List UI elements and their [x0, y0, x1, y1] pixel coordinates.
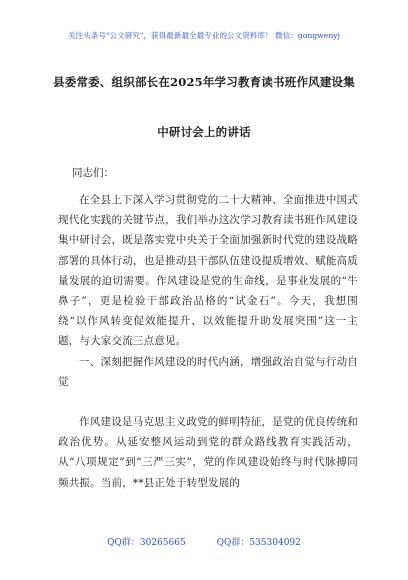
footer-qq-group-2: QQ群：535304092: [216, 538, 301, 548]
footer: [0, 535, 408, 548]
salutation: 同志们：: [72, 167, 114, 179]
document-title-line-1: 县委常委、组织部长在2025年学习教育读书班作风建设集: [53, 75, 355, 89]
footer-qq-group-1: QQ群：30265665: [107, 538, 186, 548]
paragraph-intro: 在全县上下深入学习贯彻党的二十大精神、全面推进中国式现代化实践的关键节点，我们举办这次学习教育读书班作风建设集中研讨会，既是落实党中央关于全面加强新时代党的建设战略部署的具体行动，也是推动县干部队伍建设提质增效、赋能高质量发展的迫切需要。作风建设是党的生命线，是事业发展的“牛鼻子”，更是检验干部政治品格的“试金石”。今天，我想围绕“以作风转变促效能提升、以效能提升助发展突围”这一主题，与大家交流三点意见。: [58, 194, 358, 348]
section-heading-1: 一、深刻把握作风建设的时代内涵，增强政治自觉与行动自觉: [58, 356, 358, 389]
paragraph-section-1: 作风建设是马克思主义政党的鲜明特征，是党的优良传统和政治优势。从延安整风运动到党的群众路线教育实践活动，从“八项规定”到“三严三实”，党的作风建设始终与时代脉搏同频共振。当前，**县正处于转型发展的: [58, 416, 358, 489]
header-note: 关注头条号"公文研究"，获得最新最全最专业的公文资料库！ 微信：gongwenyj: [67, 31, 341, 40]
document-title-line-2: 中研讨会上的讲话: [157, 125, 251, 139]
